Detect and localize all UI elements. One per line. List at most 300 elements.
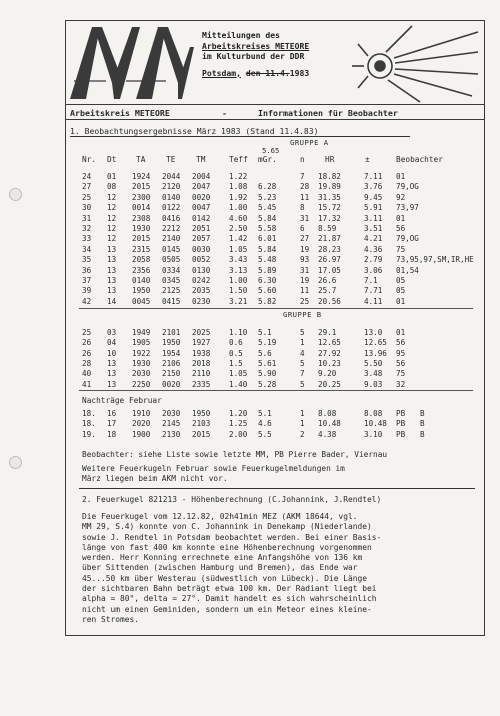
cell-te: 0345 xyxy=(162,276,181,285)
cell-nr: 25 xyxy=(82,328,92,337)
table-row xyxy=(0,203,500,212)
cell-observer2: B xyxy=(420,409,425,418)
cell-tm: 0052 xyxy=(192,255,211,265)
cell-dt: 13 xyxy=(107,379,117,389)
cell-te: 2125 xyxy=(162,286,181,296)
cell-dt: 12 xyxy=(107,224,117,233)
cell-dt: 13 xyxy=(107,276,117,285)
table-row xyxy=(0,234,500,243)
cell-nr: 32 xyxy=(82,224,92,233)
cell-nr: 34 xyxy=(82,244,92,254)
cell-n: 7 xyxy=(300,172,305,181)
cell-observer: 79,OG xyxy=(396,234,419,244)
cell-nr: 18. xyxy=(82,419,96,429)
cell-ta: 2315 xyxy=(132,244,151,254)
cell-hr: 8.08 xyxy=(318,409,337,418)
cell-ta: 2250 xyxy=(132,379,151,389)
cell-teff: 1.92 xyxy=(229,192,248,202)
cell-ta: 2356 xyxy=(132,265,151,275)
cell-hr: 31.35 xyxy=(318,192,341,202)
cell-tm: 0242 xyxy=(192,276,211,285)
cell-mgr: 5.1 xyxy=(258,409,272,418)
cell-mgr: 6.01 xyxy=(258,234,277,244)
cell-hr: 27.92 xyxy=(318,348,341,358)
section2-line: ren Stromes. xyxy=(82,614,140,624)
cell-nr: 42 xyxy=(82,296,92,306)
section-header-dash: - xyxy=(222,108,227,118)
cell-teff: 2.00 xyxy=(229,429,248,439)
cell-nr: 35 xyxy=(82,255,92,265)
cell-teff: 3.21 xyxy=(229,296,248,306)
cell-tm: 0130 xyxy=(192,265,211,275)
section2-line: sowie J. Rendtel in Potsdam beobachtet werden. Bei einer Basis- xyxy=(82,532,382,542)
cell-hr: 26.97 xyxy=(318,255,341,265)
col-header-hr: HR xyxy=(325,155,335,164)
cell-pm: 13.0 xyxy=(364,328,383,337)
table-row xyxy=(0,286,500,295)
issue-date-struck: den 11.4. xyxy=(245,67,290,78)
cell-pm: 3.76 xyxy=(364,182,383,192)
table-row xyxy=(0,359,500,368)
cell-nr: 33 xyxy=(82,234,92,244)
table-row xyxy=(0,419,500,428)
cell-ta: 1950 xyxy=(132,286,151,296)
cell-dt: 01 xyxy=(107,172,117,181)
cell-n: 5 xyxy=(300,379,305,389)
cell-te: 2120 xyxy=(162,182,181,192)
cell-ta: 1905 xyxy=(132,338,151,348)
cell-te: 2101 xyxy=(162,328,181,337)
group-b-label: GRUPPE B xyxy=(283,310,322,319)
cell-observer: 75 xyxy=(396,244,406,254)
cell-nr: 26 xyxy=(82,348,92,358)
cell-pm: 7.11 xyxy=(364,172,383,181)
col-header-dt: Dt xyxy=(107,155,117,164)
cell-tm: 2047 xyxy=(192,182,211,192)
cell-tm: 0020 xyxy=(192,192,211,202)
cell-te: 2140 xyxy=(162,234,181,244)
cell-hr: 17.32 xyxy=(318,213,341,223)
col-header-te: TE xyxy=(166,155,176,164)
masthead-line: Mitteilungen des xyxy=(202,30,280,40)
col-header-tm: TM xyxy=(196,155,206,164)
cell-teff: 3.43 xyxy=(229,255,248,265)
table-row xyxy=(0,224,500,233)
cell-tm: 2015 xyxy=(192,429,211,439)
cell-n: 31 xyxy=(300,265,310,275)
cell-tm: 2335 xyxy=(192,379,211,389)
section2-line: Die Feuerkugel vom 12.12.82, 02h41min MEZ (AKM 18644, vgl. xyxy=(82,512,358,521)
col-header-beobachter: Beobachter xyxy=(396,155,443,164)
cell-mgr: 5.82 xyxy=(258,296,277,306)
cell-pm: 3.06 xyxy=(364,265,383,275)
cell-observer: 01,54 xyxy=(396,265,419,275)
cell-teff: 1.00 xyxy=(229,276,248,285)
cell-n: 19 xyxy=(300,276,310,285)
masthead-divider xyxy=(65,104,484,105)
cell-hr: 25.7 xyxy=(318,286,337,296)
cell-pm: 7.1 xyxy=(364,276,378,285)
cell-pm: 3.11 xyxy=(364,213,383,223)
cell-dt: 08 xyxy=(107,182,117,192)
cell-tm: 1938 xyxy=(192,348,211,358)
section1-title-underline xyxy=(70,136,410,137)
cell-teff: 1.22 xyxy=(229,172,248,181)
cell-n: 4 xyxy=(300,348,305,358)
cell-n: 93 xyxy=(300,255,310,265)
cell-observer: PB xyxy=(396,409,406,418)
cell-dt: 03 xyxy=(107,328,117,337)
cell-ta: 1949 xyxy=(132,328,151,337)
col-header-ta: TA xyxy=(136,155,146,164)
cell-n: 11 xyxy=(300,192,310,202)
cell-nr: 19. xyxy=(82,429,96,439)
cell-hr: 18.82 xyxy=(318,172,341,181)
cell-pm: 10.48 xyxy=(364,419,387,429)
cell-n: 6 xyxy=(300,224,305,233)
cell-pm: 3.51 xyxy=(364,224,383,233)
cell-hr: 8.59 xyxy=(318,224,337,233)
cell-tm: 0047 xyxy=(192,203,211,213)
cell-observer: 05 xyxy=(396,276,406,285)
col-header-teff: Teff xyxy=(229,155,248,164)
cell-nr: 37 xyxy=(82,276,92,285)
cell-nr: 36 xyxy=(82,265,92,275)
table-row xyxy=(0,276,500,285)
cell-dt: 12 xyxy=(107,234,117,244)
cell-dt: 13 xyxy=(107,369,117,379)
cell-teff: 1.40 xyxy=(229,379,248,389)
cell-observer: 05 xyxy=(396,286,406,296)
cell-tm: 0230 xyxy=(192,296,211,306)
cell-te: 0020 xyxy=(162,379,181,389)
cell-nr: 27 xyxy=(82,182,92,192)
cell-te: 2145 xyxy=(162,419,181,429)
cell-n: 1 xyxy=(300,338,305,348)
cell-te: 0140 xyxy=(162,192,181,202)
cell-te: 1950 xyxy=(162,338,181,348)
section2-line: 45...50 km über Westerau (südwestlich von Lübeck). Die Länge xyxy=(82,573,368,583)
table-row xyxy=(0,380,500,389)
cell-n: 1 xyxy=(300,419,305,429)
cell-ta: 1930 xyxy=(132,224,151,233)
cell-hr: 20.56 xyxy=(318,296,341,306)
section2-title: 2. Feuerkugel 821213 - Höhenberechnung (C.Johannink, J.Rendtel) xyxy=(82,495,382,504)
cell-te: 2212 xyxy=(162,224,181,233)
table-row xyxy=(0,182,500,191)
section2-line: länge von fast 400 km konnte eine Höhenberechnung vorgenommen xyxy=(82,542,372,552)
cell-ta: 2308 xyxy=(132,213,151,223)
cell-nr: 30 xyxy=(82,203,92,213)
cell-mgr: 5.6 xyxy=(258,348,272,358)
table-row xyxy=(0,430,500,439)
cell-n: 7 xyxy=(300,369,305,379)
punch-hole xyxy=(9,456,22,469)
cell-teff: 2.50 xyxy=(229,224,248,233)
cell-pm: 9.45 xyxy=(364,192,383,202)
cell-nr: 39 xyxy=(82,286,92,296)
cell-dt: 14 xyxy=(107,296,117,306)
cell-te: 0415 xyxy=(162,296,181,306)
cell-pm: 2.79 xyxy=(364,255,383,265)
cell-hr: 17.05 xyxy=(318,265,341,275)
cell-teff: 4.60 xyxy=(229,213,248,223)
cell-tm: 2018 xyxy=(192,358,211,368)
issue-city: Potsdam, xyxy=(202,67,241,78)
cell-observer: 73,97 xyxy=(396,203,419,213)
cell-hr: 26.6 xyxy=(318,276,337,285)
more-note-1: Weitere Feuerkugeln Februar sowie Feuerkugelmeldungen im xyxy=(82,464,345,473)
cell-ta: 1922 xyxy=(132,348,151,358)
cell-dt: 13 xyxy=(107,255,117,265)
section-header xyxy=(70,108,480,118)
cell-ta: 0140 xyxy=(132,276,151,285)
cell-pm: 3.48 xyxy=(364,369,383,379)
cell-n: 28 xyxy=(300,182,310,192)
cell-dt: 13 xyxy=(107,265,117,275)
cell-dt: 12 xyxy=(107,203,117,213)
cell-tm: 1950 xyxy=(192,409,211,418)
cell-observer: 56 xyxy=(396,358,406,368)
section-divider xyxy=(79,488,475,489)
table-row xyxy=(0,214,500,223)
cell-teff: 1.42 xyxy=(229,234,248,244)
section2-line: werden. Herr Konning errechnete eine Anfangshöhe von 136 km xyxy=(82,553,363,563)
col-header-n: n xyxy=(300,155,305,164)
cell-dt: 18 xyxy=(107,429,117,439)
cell-mgr: 5.1 xyxy=(258,328,272,337)
cell-hr: 10.23 xyxy=(318,358,341,368)
table-row xyxy=(0,349,500,358)
col-header-mgr: mGr. xyxy=(258,155,277,164)
cell-teff: 1.5 xyxy=(229,358,243,368)
cell-te: 2030 xyxy=(162,409,181,418)
cell-nr: 31 xyxy=(82,213,92,223)
cell-nr: 18. xyxy=(82,409,96,418)
cell-tm: 2057 xyxy=(192,234,211,244)
table-row xyxy=(0,266,500,275)
cell-teff: 1.08 xyxy=(229,182,248,192)
cell-pm: 13.96 xyxy=(364,348,387,358)
cell-dt: 12 xyxy=(107,192,117,202)
cell-ta: 2030 xyxy=(132,369,151,379)
cell-te: 0505 xyxy=(162,255,181,265)
cell-pm: 8.08 xyxy=(364,409,383,418)
cell-tm: 2110 xyxy=(192,369,211,379)
cell-pm: 4.21 xyxy=(364,234,383,244)
table-row xyxy=(0,172,500,181)
cell-nr: 41 xyxy=(82,379,92,389)
section2-line: der sichtbaren Bahn beträgt etwa 100 km. Der Radiant liegt bei xyxy=(82,584,377,594)
cell-te: 0122 xyxy=(162,203,181,213)
cell-dt: 16 xyxy=(107,409,117,418)
cell-mgr: 5.48 xyxy=(258,255,277,265)
cell-hr: 29.1 xyxy=(318,328,337,337)
cell-mgr: 5.28 xyxy=(258,379,277,389)
cell-observer: PB xyxy=(396,429,406,439)
cell-ta: 2015 xyxy=(132,234,151,244)
cell-n: 19 xyxy=(300,244,310,254)
cell-teff: 1.05 xyxy=(229,244,248,254)
cell-teff: 1.10 xyxy=(229,328,248,337)
cell-observer2: B xyxy=(420,429,425,439)
cell-nr: 24 xyxy=(82,172,92,181)
table-row xyxy=(0,297,500,306)
meteor-sun-icon xyxy=(350,22,482,104)
cell-hr: 10.48 xyxy=(318,419,341,429)
cell-tm: 2035 xyxy=(192,286,211,296)
cell-pm: 4.36 xyxy=(364,244,383,254)
cell-mgr: 5.61 xyxy=(258,358,277,368)
masthead-line: im Kulturbund der DDR xyxy=(202,51,305,61)
section-header-right: Informationen für Beobachter xyxy=(258,108,398,118)
cell-observer: 01 xyxy=(396,172,406,181)
cell-tm: 2103 xyxy=(192,419,211,429)
cell-n: 31 xyxy=(300,213,310,223)
cell-observer: 73,95,97,SM,IR,HE xyxy=(396,255,474,265)
cell-hr: 21.87 xyxy=(318,234,341,244)
section2-line: alpha = 80°, delta = 27°. Damit handelt es sich wahrscheinlich xyxy=(82,594,377,604)
table-row xyxy=(0,338,500,347)
cell-mgr: 5.60 xyxy=(258,286,277,296)
cell-hr: 20.25 xyxy=(318,379,341,389)
cell-tm: 0030 xyxy=(192,244,211,254)
section-header-left: Arbeitskreis METEORE xyxy=(70,108,170,118)
cell-observer2: B xyxy=(420,419,425,429)
cell-nr: 25 xyxy=(82,192,92,202)
cell-observer: 01 xyxy=(396,296,406,306)
cell-mgr: 5.58 xyxy=(258,224,277,233)
cell-mgr: 4.6 xyxy=(258,419,272,429)
cell-dt: 13 xyxy=(107,286,117,296)
cell-observer: 95 xyxy=(396,348,406,358)
cell-hr: 15.72 xyxy=(318,203,341,213)
cell-nr: 26 xyxy=(82,338,92,348)
cell-observer: 79,OG xyxy=(396,182,419,192)
table-row xyxy=(0,369,500,378)
cell-mgr: 5.84 xyxy=(258,213,277,223)
cell-mgr: 5.45 xyxy=(258,203,277,213)
cell-teff: 0.5 xyxy=(229,348,243,358)
cell-ta: 2300 xyxy=(132,192,151,202)
cell-te: 2106 xyxy=(162,358,181,368)
cell-tm: 0142 xyxy=(192,213,211,223)
cell-ta: 0014 xyxy=(132,203,151,213)
cell-observer: 56 xyxy=(396,224,406,233)
cell-nr: 28 xyxy=(82,358,92,368)
cell-pm: 5.50 xyxy=(364,358,383,368)
cell-tm: 2051 xyxy=(192,224,211,233)
cell-hr: 19.89 xyxy=(318,182,341,192)
cell-pm: 12.65 xyxy=(364,338,387,348)
cell-te: 2044 xyxy=(162,172,181,181)
cell-tm: 1927 xyxy=(192,338,211,348)
cell-ta: 1900 xyxy=(132,429,151,439)
cell-ta: 2015 xyxy=(132,182,151,192)
col-header-pm: ± xyxy=(365,155,370,164)
cell-n: 27 xyxy=(300,234,310,244)
section2-line: MM 29, S.4) konnte von C. Johannink in Denekamp (Niederlande) xyxy=(82,522,372,532)
cell-teff: 1.20 xyxy=(229,409,248,418)
cell-pm: 9.03 xyxy=(364,379,383,389)
cell-te: 0416 xyxy=(162,213,181,223)
cell-dt: 10 xyxy=(107,348,117,358)
cell-ta: 2058 xyxy=(132,255,151,265)
cell-teff: 3.13 xyxy=(229,265,248,275)
section2-line: nicht um einen Geminiden, sondern um ein Meteor eines kleine- xyxy=(82,604,372,614)
table-row xyxy=(0,409,500,418)
section2-line: über Sittenden (zwischen Hamburg und Bremen), das Ende war xyxy=(82,563,358,573)
cell-mgr: 5.90 xyxy=(258,369,277,379)
cell-hr: 4.38 xyxy=(318,429,337,439)
more-note-2: März liegen beim AKM nicht vor. xyxy=(82,474,228,483)
cell-teff: 1.50 xyxy=(229,286,248,296)
section1-title: 1. Beobachtungsergebnisse März 1983 (Stand 11.4.83) xyxy=(70,126,319,136)
cell-hr: 9.20 xyxy=(318,369,337,379)
cell-hr: 12.65 xyxy=(318,338,341,348)
cell-teff: 0.6 xyxy=(229,338,243,348)
issue-year: 1983 xyxy=(289,67,310,78)
cell-hr: 28.23 xyxy=(318,244,341,254)
cell-mgr: 6.30 xyxy=(258,276,277,285)
cell-ta: 1910 xyxy=(132,409,151,418)
cell-observer: 01 xyxy=(396,213,406,223)
cell-n: 2 xyxy=(300,429,305,439)
cell-n: 5 xyxy=(300,328,305,337)
cell-n: 8 xyxy=(300,203,305,213)
cell-te: 1954 xyxy=(162,348,181,358)
cell-observer: PB xyxy=(396,419,406,429)
cell-te: 2130 xyxy=(162,429,181,439)
cell-observer: 01 xyxy=(396,328,406,337)
cell-observer: 92 xyxy=(396,192,406,202)
cell-dt: 13 xyxy=(107,244,117,254)
cell-pm: 5.91 xyxy=(364,203,383,213)
cell-nr: 40 xyxy=(82,369,92,379)
nachtrag-title: Nachträge Februar xyxy=(82,396,162,405)
cell-te: 0145 xyxy=(162,244,181,254)
cell-te: 2150 xyxy=(162,369,181,379)
cell-mgr: 5.19 xyxy=(258,338,277,348)
nachtrag-divider xyxy=(79,390,473,391)
cell-ta: 2020 xyxy=(132,419,151,429)
group-a-label: GRUPPE A xyxy=(290,138,329,147)
cell-pm: 4.11 xyxy=(364,296,383,306)
cell-pm: 3.10 xyxy=(364,429,383,439)
table-row xyxy=(0,255,500,264)
cell-pm: 7.71 xyxy=(364,286,383,296)
cell-ta: 0045 xyxy=(132,296,151,306)
subheader-divider xyxy=(65,119,484,120)
cell-teff: 1.05 xyxy=(229,369,248,379)
table-row xyxy=(0,245,500,254)
cell-mgr: 5.89 xyxy=(258,265,277,275)
cell-n: 11 xyxy=(300,286,310,296)
cell-teff: 1.00 xyxy=(229,203,248,213)
cell-mgr: 5.23 xyxy=(258,192,277,202)
observer-note: Beobachter: siehe Liste sowie letzte MM, PB Pierre Bader, Viernau xyxy=(82,450,388,459)
mm-logo-icon xyxy=(66,21,196,103)
cell-mgr: 5.84 xyxy=(258,244,277,254)
cell-n: 5 xyxy=(300,358,305,368)
cell-te: 0334 xyxy=(162,265,181,275)
cell-dt: 12 xyxy=(107,213,117,223)
cell-ta: 1924 xyxy=(132,172,151,181)
cell-n: 25 xyxy=(300,296,310,306)
cell-mgr: 6.28 xyxy=(258,182,277,192)
masthead-line: Arbeitskreises METEORE xyxy=(202,40,310,51)
cell-ta: 1930 xyxy=(132,358,151,368)
